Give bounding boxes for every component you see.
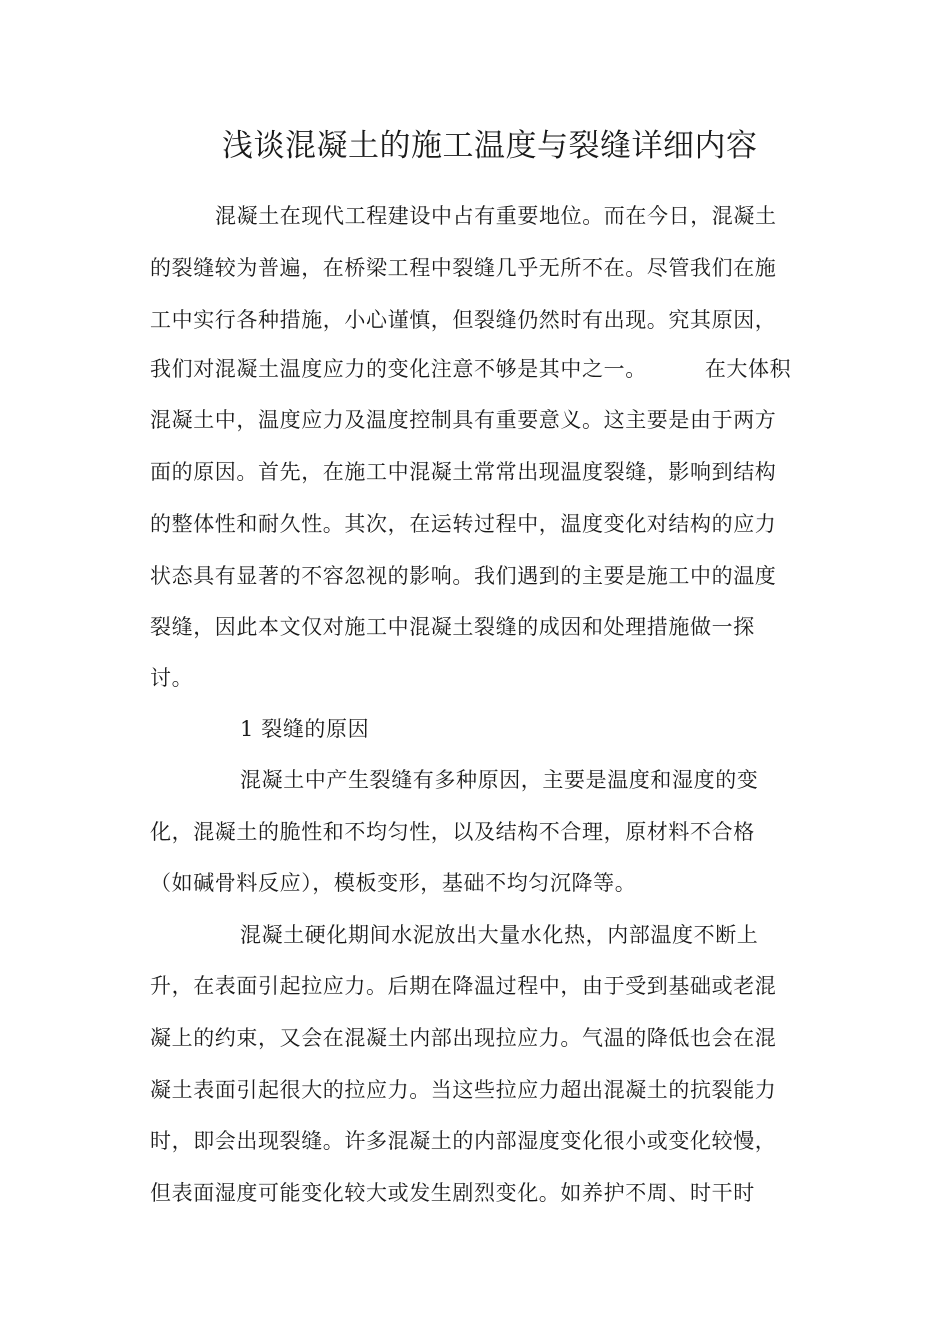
paragraph-3-line-5: 时，即会出现裂缝。许多混凝土的内部湿度变化很小或变化较慢， [150,1129,777,1153]
paragraph-1-line-7: 的整体性和耐久性。其次，在运转过程中，温度变化对结构的应力 [150,512,777,536]
paragraph-2-line-3: （如碱骨料反应），模板变形，基础不均匀沉降等。 [150,871,637,895]
paragraph-2-line-1: 混凝土中产生裂缝有多种原因，主要是温度和湿度的变 [240,768,759,792]
paragraph-3-line-3: 凝上的约束，又会在混凝土内部出现拉应力。气温的降低也会在混 [150,1026,777,1050]
paragraph-1-line-4-part-b: 在大体积 [704,357,792,381]
paragraph-1-line-1: 混凝土在现代工程建设中占有重要地位。而在今日，混凝土 [215,204,777,228]
paragraph-3-line-4: 凝土表面引起很大的拉应力。当这些拉应力超出混凝土的抗裂能力 [150,1078,777,1102]
paragraph-3-line-2: 升，在表面引起拉应力。后期在降温过程中，由于受到基础或老混 [150,974,777,998]
paragraph-3-line-6: 但表面湿度可能变化较大或发生剧烈变化。如养护不周、时干时 [150,1181,755,1205]
paragraph-2-line-2: 化，混凝土的脆性和不均匀性，以及结构不合理，原材料不合格 [150,820,755,844]
section-heading: 1 裂缝的原因 [240,717,370,741]
document-title: 浅谈混凝土的施工温度与裂缝详细内容 [222,128,758,164]
paragraph-1-line-8: 状态具有显著的不容忽视的影响。我们遇到的主要是施工中的温度 [150,564,777,588]
paragraph-1-line-3: 工中实行各种措施，小心谨慎，但裂缝仍然时有出现。究其原因， [150,308,777,332]
paragraph-3-line-1: 混凝土硬化期间水泥放出大量水化热，内部温度不断上 [240,923,759,947]
paragraph-1-line-9: 裂缝，因此本文仅对施工中混凝土裂缝的成因和处理措施做一探 [150,615,755,639]
paragraph-1-line-5: 混凝土中，温度应力及温度控制具有重要意义。这主要是由于两方 [150,408,777,432]
paragraph-1-line-4-part-a: 我们对混凝土温度应力的变化注意不够是其中之一。 [150,357,647,381]
paragraph-1-line-10: 讨。 [150,666,194,690]
paragraph-1-line-2: 的裂缝较为普遍，在桥梁工程中裂缝几乎无所不在。尽管我们在施 [150,256,777,280]
paragraph-1-line-6: 面的原因。首先，在施工中混凝土常常出现温度裂缝，影响到结构 [150,460,777,484]
paragraph-1-line-4 [150,354,791,384]
